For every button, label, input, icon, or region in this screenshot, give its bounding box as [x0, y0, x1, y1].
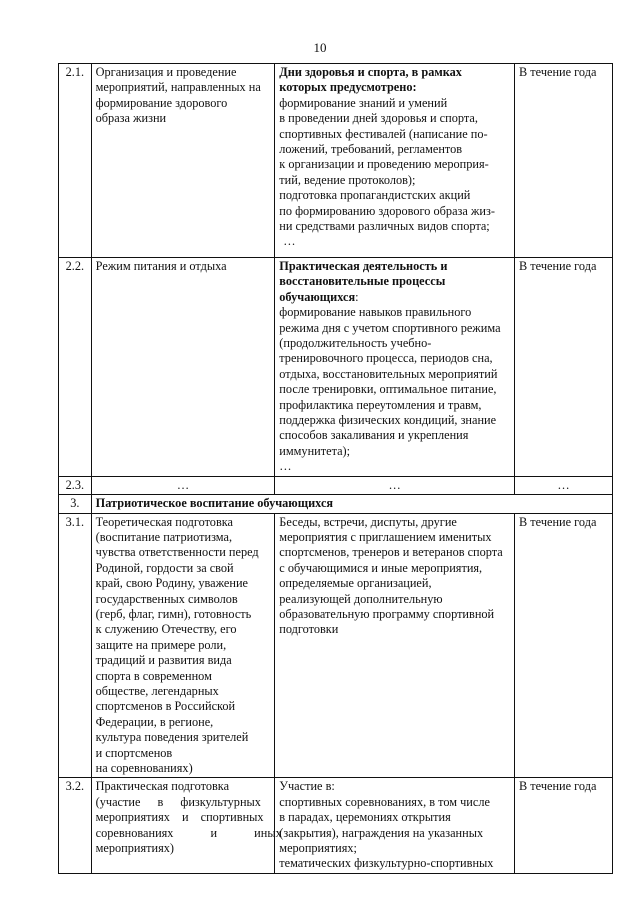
section-number: 3.	[59, 495, 92, 513]
activity-line: традиций и развития вида	[95, 653, 232, 668]
content-line: тематических физкультурно-спортивных	[279, 856, 494, 871]
content-line: тий, ведение протоколов);	[279, 172, 416, 187]
activity-line: мероприятиях)	[95, 841, 174, 856]
content-line: ни средствами различных видов спорта;	[279, 219, 490, 234]
activity-cell: …	[91, 476, 275, 494]
activity-line: Теоретическая подготовка	[95, 514, 234, 529]
content-heading: Дни здоровья и спорта, в рамках	[279, 65, 462, 79]
term-cell: В течение года	[515, 64, 613, 258]
content-line: к организации и проведению мероприя-	[279, 157, 489, 172]
heading-colon: :	[355, 289, 359, 304]
table-row-2-1	[59, 64, 613, 258]
activity-cell	[91, 64, 275, 258]
activity-line: защите на примере роли,	[95, 637, 227, 652]
row-number: 2.1.	[59, 64, 92, 258]
content-heading: восстановительные процессы	[279, 274, 446, 289]
content-line: профилактика переутомления и травм,	[279, 397, 482, 412]
content-line: подготовка пропагандистских акций	[279, 188, 471, 203]
page-number: 10	[313, 40, 327, 55]
content-line: мероприятия с приглашением именитых	[279, 529, 492, 544]
content-line: реализующей дополнительную	[279, 591, 443, 606]
content-cell	[275, 513, 515, 778]
activity-line: край, свою Родину, уважение	[95, 576, 249, 591]
content-line: образовательную программу спортивной	[279, 606, 495, 621]
content-line: спортивных фестивалей (написание по-	[279, 126, 488, 141]
activity-line: Режим питания и отдыха	[95, 259, 227, 273]
activity-line: образа жизни	[95, 111, 167, 126]
content-line: режима дня с учетом спортивного режима	[279, 320, 501, 335]
content-line: иммунитета);	[279, 443, 351, 458]
content-line: формирование знаний и умений	[279, 95, 448, 110]
activity-line: мероприятиях и спортивных	[95, 810, 264, 825]
activity-cell	[91, 778, 282, 874]
term-cell: В течение года	[515, 513, 613, 778]
content-line: подготовки	[279, 622, 339, 637]
content-line: отдыха, восстановительных мероприятий	[279, 366, 498, 381]
activity-line: обществе, легендарных	[95, 683, 219, 698]
activity-line: формирование здорового	[95, 95, 228, 110]
content-line: способов закаливания и укрепления	[279, 428, 469, 443]
activity-line: к служению Отечеству, его	[95, 622, 237, 637]
content-heading: обучающихся	[279, 289, 356, 304]
content-line: …	[283, 234, 296, 249]
activity-line: соревнованиях и иных	[95, 825, 282, 840]
activity-line: мероприятий, направленных на	[95, 80, 261, 95]
content-cell	[275, 778, 515, 874]
content-line: …	[279, 459, 292, 474]
content-line: с обучающимися и иные мероприятия,	[279, 560, 483, 575]
activity-line: Родиной, гордости за свой	[95, 560, 234, 575]
section-title: Патриотическое воспитание обучающихся	[91, 495, 612, 513]
activity-cell	[91, 513, 275, 778]
content-line: в проведении дней здоровья и спорта,	[279, 111, 478, 126]
section-row-3	[59, 495, 613, 513]
content-heading: Практическая деятельность и	[279, 259, 448, 273]
content-line: определяемые организацией,	[279, 576, 432, 591]
activity-line: (воспитание патриотизма,	[95, 529, 233, 544]
term-cell: В течение года	[515, 258, 613, 477]
content-line: формирование навыков правильного	[279, 305, 472, 320]
row-number: 3.2.	[59, 778, 92, 874]
activity-line: (герб, флаг, гимн), готовность	[95, 606, 252, 621]
plan-table	[58, 63, 613, 874]
activity-line: Организация и проведение	[95, 65, 237, 79]
content-cell	[275, 64, 515, 258]
content-line: (закрытия), награждения на указанных	[279, 825, 484, 840]
activity-cell	[91, 258, 275, 477]
activity-line: культура поведения зрителей	[95, 730, 249, 745]
content-line: поддержка физических кондиций, знание	[279, 413, 497, 428]
table-row-3-2	[59, 778, 613, 874]
activity-line: Федерации, в регионе,	[95, 714, 214, 729]
content-cell	[275, 258, 515, 477]
activity-line: государственных символов	[95, 591, 238, 606]
activity-line: чувства ответственности перед	[95, 545, 259, 560]
table-row-2-2	[59, 258, 613, 477]
table-row-2-3	[59, 476, 613, 494]
table-row-3-1	[59, 513, 613, 778]
content-line: после тренировки, оптимальное питание,	[279, 382, 497, 397]
content-line: Беседы, встречи, диспуты, другие	[279, 514, 457, 529]
activity-line: спорта в современном	[95, 668, 212, 683]
activity-line: спортсменов в Российской	[95, 699, 236, 714]
content-line: по формированию здорового образа жиз-	[279, 203, 495, 218]
content-cell: …	[275, 476, 515, 494]
row-number: 2.3.	[59, 476, 92, 494]
content-line: ложений, требований, регламентов	[279, 142, 463, 157]
content-line: в парадах, церемониях открытия	[279, 810, 451, 825]
activity-line: и спортсменов	[95, 745, 173, 760]
content-line: спортивных соревнованиях, в том числе	[279, 794, 490, 809]
content-line: спортсменов, тренеров и ветеранов спорта	[279, 545, 503, 560]
activity-line: на соревнованиях)	[95, 761, 193, 775]
activity-line: (участие в физкультурных	[95, 794, 261, 809]
row-number: 3.1.	[59, 513, 92, 778]
row-number: 2.2.	[59, 258, 92, 477]
content-line: (продолжительность учебно-	[279, 336, 432, 351]
content-line: тренировочного процесса, периодов сна,	[279, 351, 493, 366]
content-line: мероприятиях;	[279, 841, 357, 856]
content-heading: которых предусмотрено:	[279, 80, 417, 95]
activity-line: Практическая подготовка	[95, 779, 230, 794]
term-cell: …	[515, 476, 613, 494]
term-cell: В течение года	[515, 778, 613, 874]
content-line: Участие в:	[279, 779, 335, 794]
